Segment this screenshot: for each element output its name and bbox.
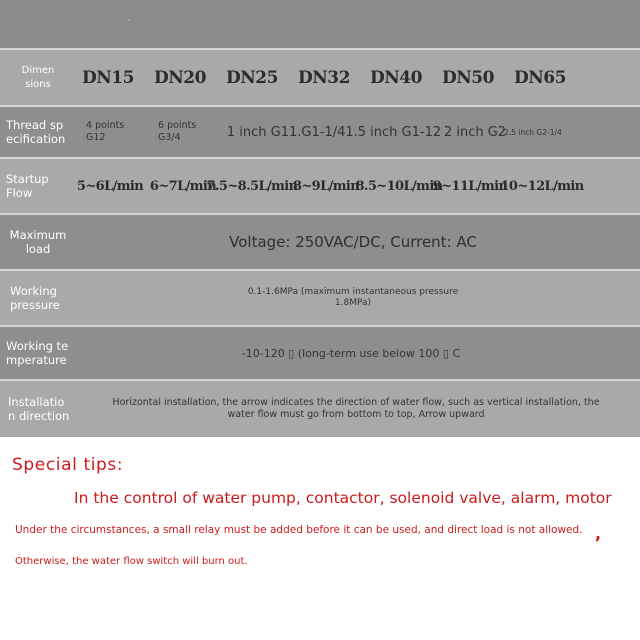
- row-max-load: [0, 214, 640, 270]
- thread-value: 6 points G3/4: [158, 120, 197, 143]
- row-label-installation-direction: Installatio n direction: [8, 394, 70, 423]
- dim-value: DN50: [442, 68, 494, 88]
- flow-value: 10~12L/min: [500, 178, 584, 194]
- dim-value: DN20: [154, 68, 206, 88]
- installation-direction-value: Horizontal installation, the arrow indicates the direction of water flow, such as vertical installation, the water flow must go from bottom to top, Arrow upward: [112, 396, 600, 420]
- flow-value: 5~6L/min: [76, 178, 144, 194]
- row-divider: [0, 325, 640, 327]
- flow-value: 6~7L/min: [149, 178, 217, 194]
- dim-value: DN40: [370, 68, 422, 88]
- tips-line-1: In the control of water pump, contactor, solenoid valve, alarm, motor: [74, 489, 612, 507]
- installation-direction-cell: [76, 380, 640, 437]
- row-divider: [0, 213, 640, 215]
- tips-title: Special tips:: [12, 455, 124, 475]
- flow-value: 9~11L/min: [432, 178, 508, 194]
- tips-line-3: Otherwise, the water flow switch will burn out.: [15, 556, 248, 567]
- row-label-working-pressure: Working pressure: [10, 284, 60, 312]
- thread-value: 2 inch G2: [443, 124, 507, 140]
- working-temperature-cell: [76, 326, 640, 380]
- dim-value: DN65: [514, 68, 566, 88]
- header-mark: ': [128, 18, 131, 27]
- row-working-pressure: [0, 270, 640, 326]
- dim-value: DN25: [226, 68, 278, 88]
- working-pressure-cell: [76, 270, 640, 326]
- header-band: [0, 0, 640, 48]
- thread-values: [76, 106, 640, 158]
- thread-value: 2.5 inch G2-1/4: [504, 127, 562, 137]
- flow-value: 8.5~10L/min: [355, 178, 443, 194]
- flow-value: 7.5~8.5L/min: [206, 178, 298, 194]
- row-startup-flow: [0, 158, 640, 214]
- row-thread: [0, 106, 640, 158]
- dim-value: DN32: [298, 68, 350, 88]
- max-load-value: Voltage: 250VAC/DC, Current: AC: [229, 233, 477, 251]
- row-label-dimensions: Dimen sions: [21, 65, 55, 90]
- thread-value: 4 points G12: [86, 120, 125, 143]
- thread-value: 1 inch G11.G1-1/41.5 inch G1-12: [226, 124, 442, 140]
- dimensions-values: [76, 50, 640, 106]
- row-label-thread: Thread sp ecification: [6, 118, 66, 146]
- row-working-temperature: [0, 326, 640, 380]
- working-pressure-value: 0.1-1.6MPa (maximum instantaneous pressure 1.8MPa): [247, 287, 459, 308]
- row-divider: [0, 105, 640, 107]
- row-divider: [0, 48, 640, 50]
- row-dimensions: [0, 50, 640, 106]
- row-label-startup-flow: Startup Flow: [6, 172, 49, 200]
- tips-line-2: Under the circumstances, a small relay must be added before it can be used, and direct load is not allowed.: [15, 524, 583, 536]
- flow-value: 8~9L/min: [292, 178, 360, 194]
- row-label-max-load: Maximum load: [9, 228, 67, 256]
- dim-value: DN15: [82, 68, 134, 88]
- row-installation-direction: [0, 380, 640, 437]
- tips-comma: ,: [595, 524, 602, 543]
- row-divider: [0, 269, 640, 271]
- max-load-cell: [76, 214, 640, 270]
- row-divider: [0, 157, 640, 159]
- working-temperature-value: -10-120 ▯ (long-term use below 100 ▯ C: [241, 346, 461, 360]
- row-label-working-temperature: Working te mperature: [6, 339, 69, 367]
- row-divider: [0, 379, 640, 381]
- startup-flow-values: [76, 158, 640, 214]
